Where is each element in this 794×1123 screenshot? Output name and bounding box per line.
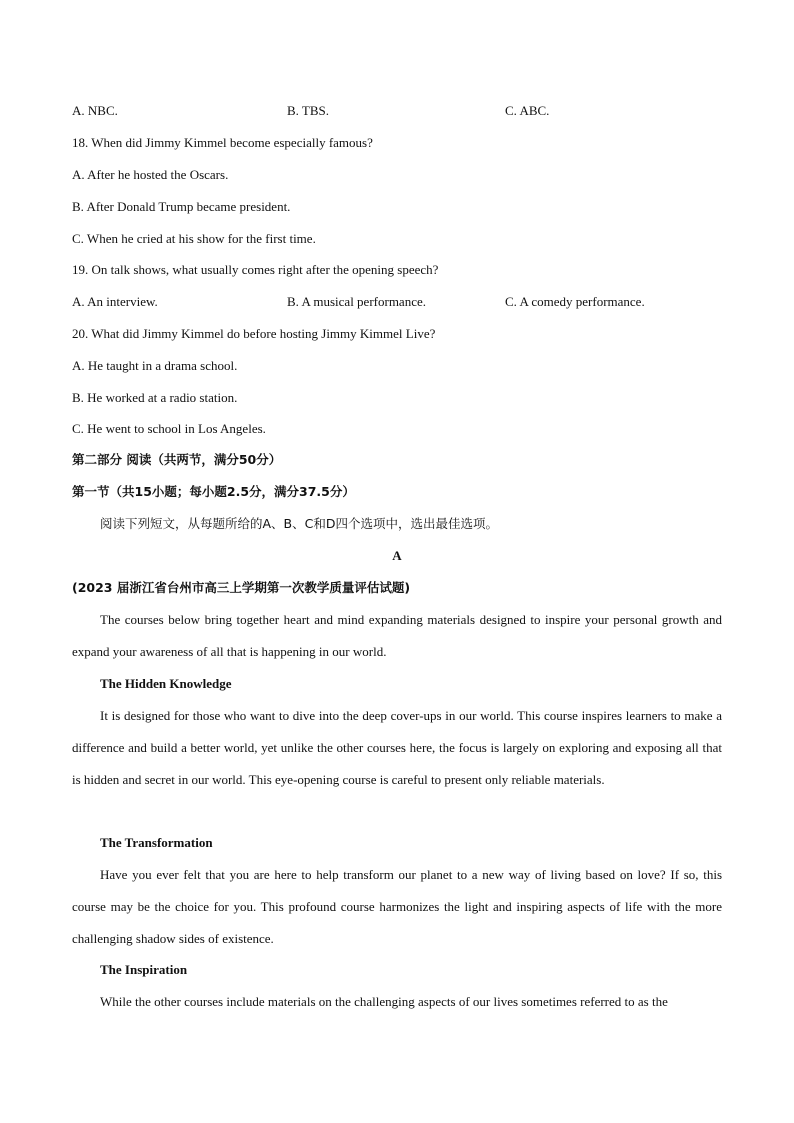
q19-option-b: B. A musical performance.	[287, 294, 426, 309]
passage-letter: A	[392, 548, 402, 563]
q17-option-b: B. TBS.	[287, 103, 330, 118]
q18-option-a: A. After he hosted the Oscars.	[72, 167, 229, 182]
passage-intro-text: The courses below bring together heart and mind expanding materials designed to inspire your personal growth and expand your awareness of all that is happening in our world.	[72, 612, 722, 659]
passage-source: (2023 届浙江省台州市高三上学期第一次教学质量评估试题)	[72, 580, 411, 595]
part2-heading: 第二部分 阅读（共两节，满分50分）	[72, 452, 282, 467]
q17-option-a: A. NBC.	[72, 103, 118, 118]
course-text: Have you ever felt that you are here to help transform our planet to a new way of living based on love? If so, this course may be the choice for you. This profound course harmonizes the light and inspiring aspects of life with the more challenging shadow sides of existence.	[72, 867, 722, 946]
course-title-hidden-knowledge: The Hidden Knowledge	[100, 676, 232, 691]
q20-question: 20. What did Jimmy Kimmel do before hosting Jimmy Kimmel Live?	[72, 326, 436, 341]
course-title-inspiration: The Inspiration	[100, 962, 188, 977]
q17-option-c: C. ABC.	[505, 103, 550, 118]
q20-option-b: B. He worked at a radio station.	[72, 390, 238, 405]
course-text-hidden-knowledge	[72, 700, 722, 795]
course-title-transformation: The Transformation	[100, 835, 213, 850]
q18-option-c: C. When he cried at his show for the first time.	[72, 231, 316, 246]
q19-option-c: C. A comedy performance.	[505, 294, 645, 309]
course-text: It is designed for those who want to dive into the deep cover-ups in our world. This course inspires learners to make a difference and build a better world, yet unlike the other courses here, the focus is largely on exploring and exposing all that is hidden and secret in our world. This eye-opening course is careful to present only reliable materials.	[72, 708, 722, 787]
q19-option-a: A. An interview.	[72, 294, 158, 309]
q20-option-c: C. He went to school in Los Angeles.	[72, 421, 266, 436]
q20-option-a: A. He taught in a drama school.	[72, 358, 238, 373]
q18-question: 18. When did Jimmy Kimmel become especially famous?	[72, 135, 373, 150]
course-text: While the other courses include materials on the challenging aspects of our lives sometimes referred to as the	[100, 994, 668, 1009]
q19-question: 19. On talk shows, what usually comes right after the opening speech?	[72, 262, 439, 277]
passage-intro	[72, 604, 722, 668]
course-text-inspiration	[72, 986, 722, 1018]
q18-option-b: B. After Donald Trump became president.	[72, 199, 291, 214]
reading-instruction: 阅读下列短文，从每题所给的A、B、C和D四个选项中，选出最佳选项。	[100, 516, 498, 531]
section1-heading: 第一节（共15小题；每小题2.5分，满分37.5分）	[72, 484, 355, 499]
course-text-transformation	[72, 859, 722, 954]
